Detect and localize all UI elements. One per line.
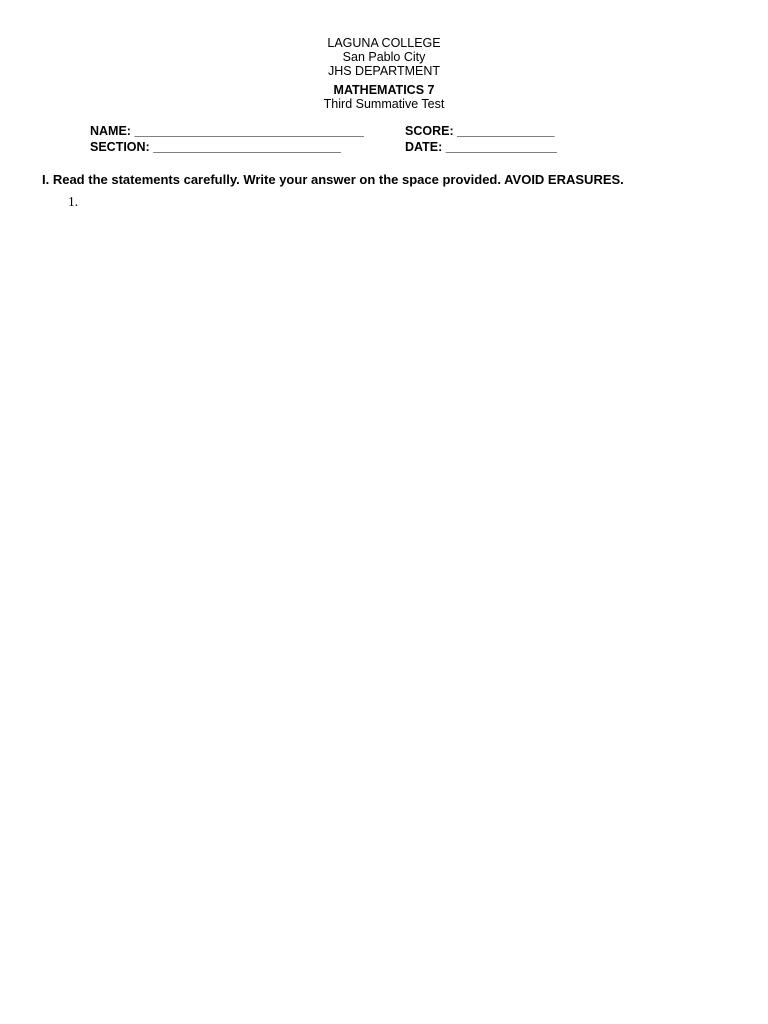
school-city: San Pablo City <box>342 50 426 64</box>
document-header <box>0 36 768 111</box>
test-title: Third Summative Test <box>323 97 445 111</box>
item-number: 1. <box>68 194 79 209</box>
subject-title: MATHEMATICS 7 <box>333 83 435 97</box>
name-field: NAME: _________________________________ <box>90 124 364 138</box>
score-field: SCORE: ______________ <box>405 124 555 138</box>
section-field: SECTION: ___________________________ <box>90 140 341 154</box>
date-field: DATE: ________________ <box>405 140 557 154</box>
test-instructions: I. Read the statements carefully. Write your answer on the space provided. AVOID ERASURES. <box>42 172 624 187</box>
school-name: LAGUNA COLLEGE <box>327 36 441 50</box>
department-name: JHS DEPARTMENT <box>327 64 441 78</box>
